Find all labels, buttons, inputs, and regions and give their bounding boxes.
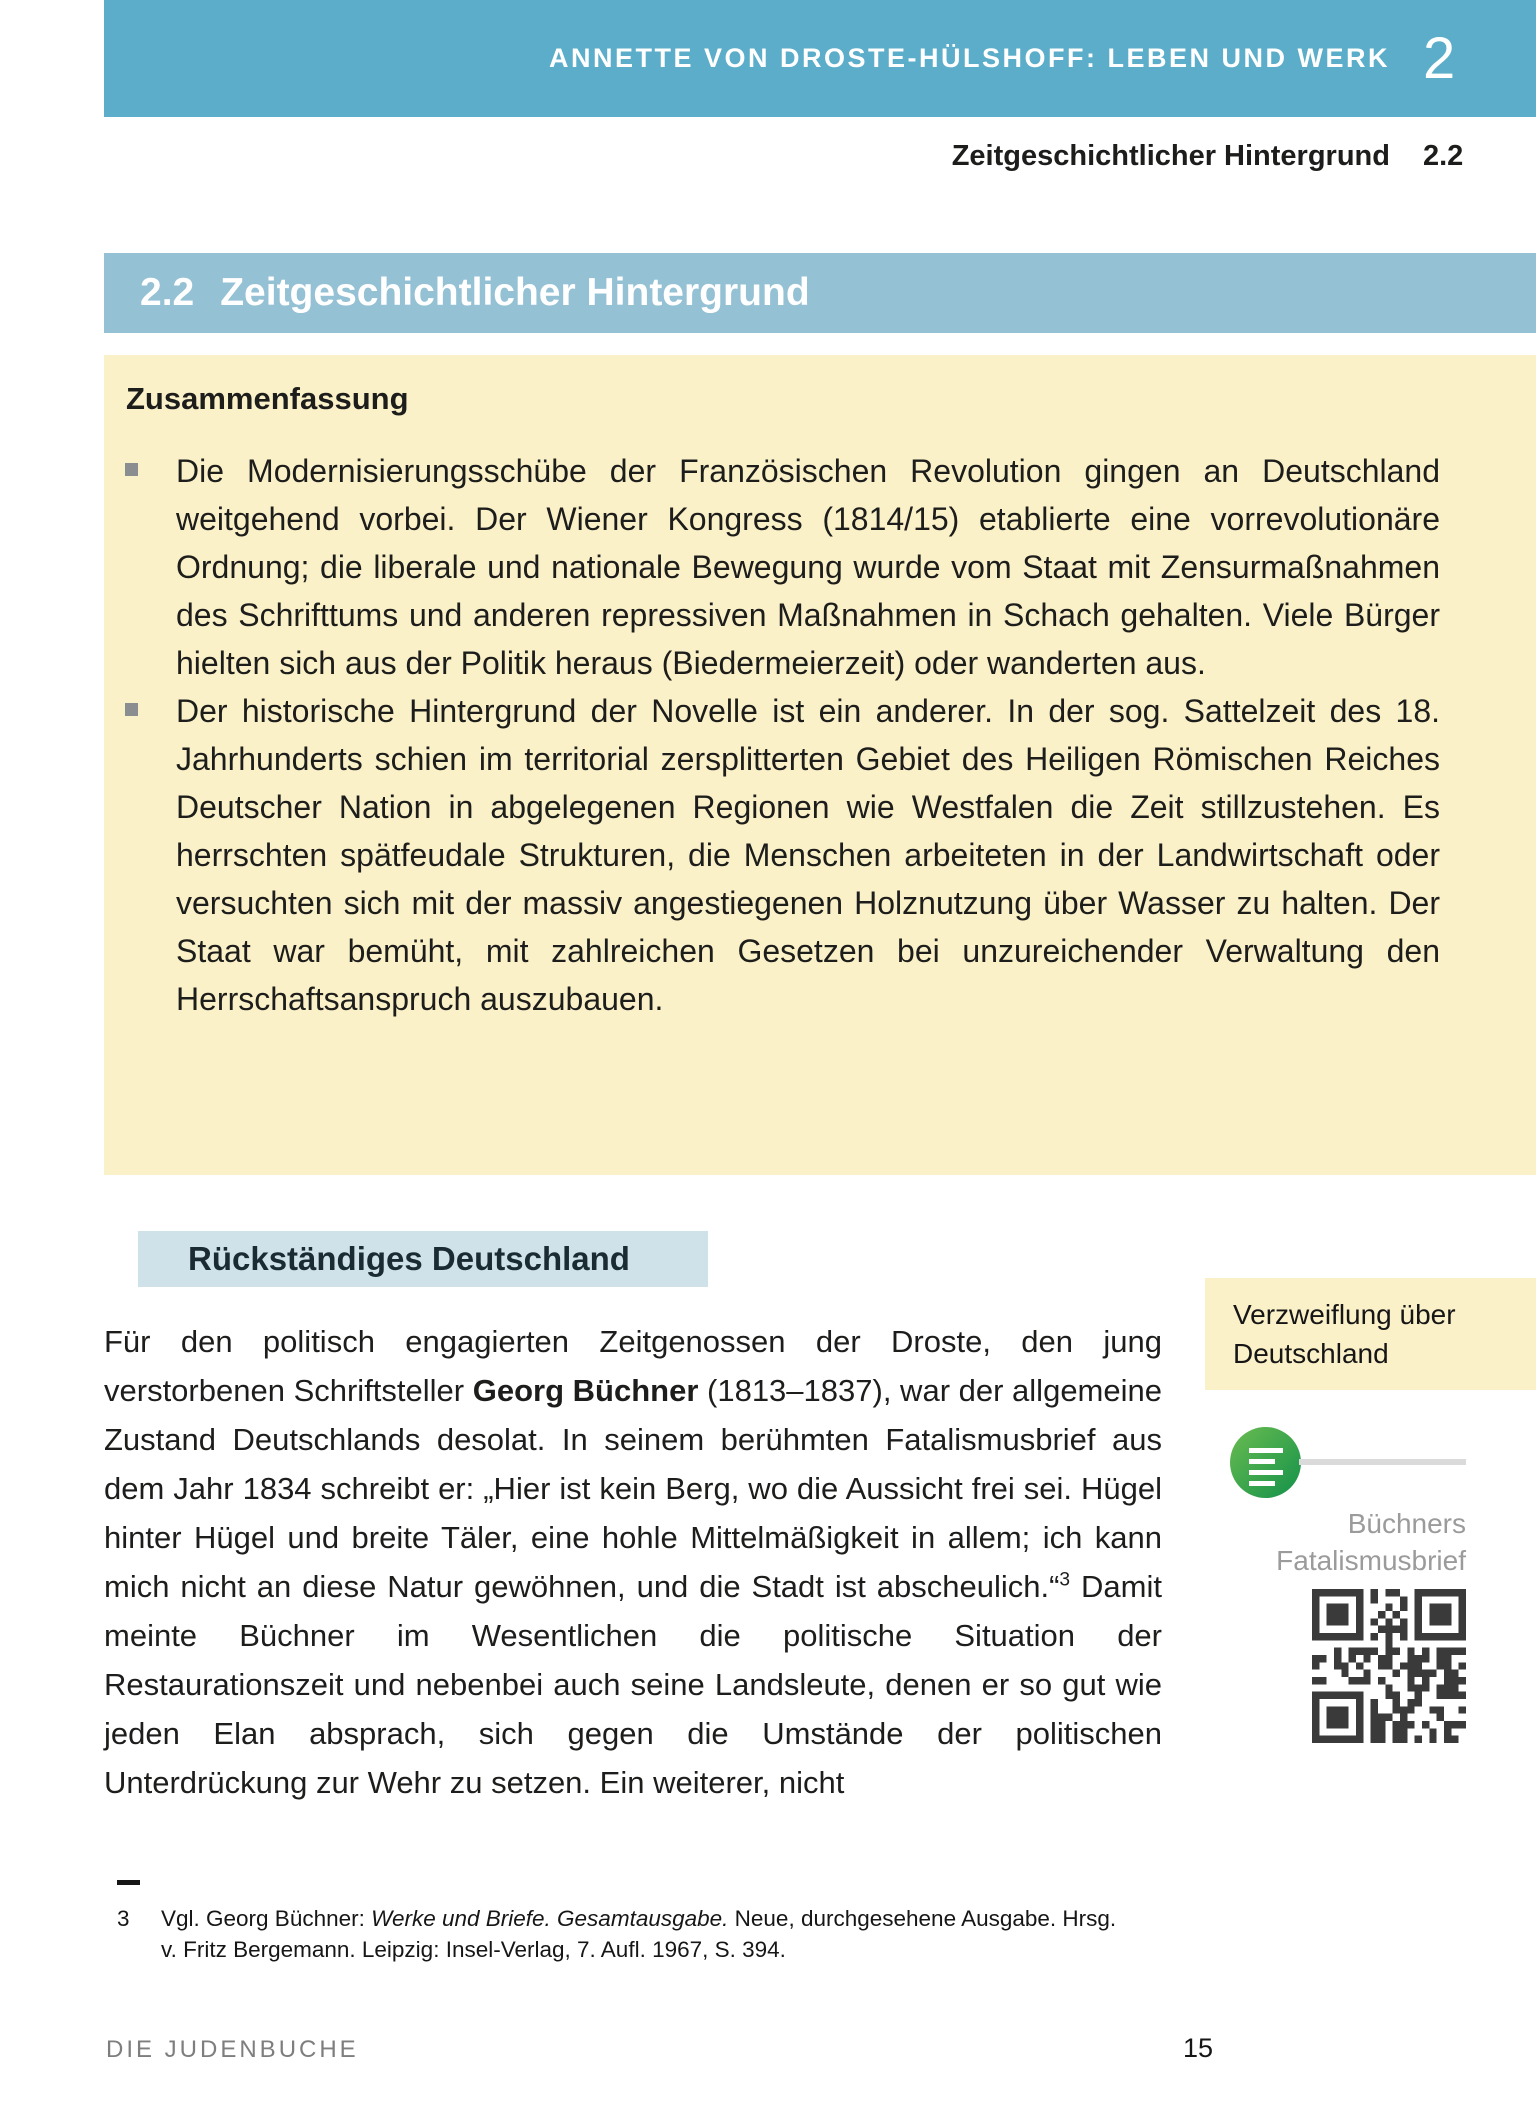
media-connector-line	[1299, 1459, 1466, 1465]
icon-bar	[1249, 1470, 1283, 1475]
breadcrumb-section-title: Zeitgeschichtlicher Hintergrund	[951, 140, 1390, 172]
footnote	[117, 1903, 1137, 1965]
icon-bar	[1249, 1448, 1283, 1453]
summary-bullet-list	[122, 447, 1440, 1023]
footer-book-title: DIE JUDENBUCHE	[106, 2036, 359, 2063]
footnote-text-end: Neue, durchgesehene Ausgabe. Hrsg. v. Fritz Bergemann. Leipzig: Insel-Verlag, 7. Aufl. 1967, S. 394.	[161, 1906, 1117, 1962]
paragraph-text-end: Damit meinte Büchner im Wesentlichen die politische Situation der Restaurationszeit und nebenbei auch seine Landsleute, denen er so gut wie jeden Elan absprach, sich gegen die Umstände der politischen Unterdrückung zur Wehr zu setzen. Ein weiterer, nicht	[104, 1569, 1162, 1800]
icon-bar	[1249, 1481, 1275, 1486]
text-lines-icon	[1230, 1427, 1301, 1498]
footnote-number: 3	[117, 1906, 130, 1931]
footnote-reference: 3	[1059, 1569, 1071, 1591]
paragraph-text-quote: (1813–1837), war der allgemeine Zustand Deutschlands desolat. In seinem berühmten Fatalismusbrief aus dem Jahr 1834 schreibt er: „Hier ist kein Berg, wo die Aussicht frei sei. Hügel hinter Hügel und breite Täler, eine hohle Mittelmäßigkeit in allem; ich kann mich nicht an diese Natur gewöhnen, und die Stadt ist abscheulich.“	[104, 1373, 1162, 1604]
section-title-bar	[104, 253, 1536, 333]
paragraph-text-start: Für den politisch engagierten Zeitgenossen der Droste, den jung verstorbenen Schriftsteller	[104, 1324, 1162, 1408]
qr-code	[1312, 1589, 1466, 1743]
footnote-work-title: Werke und Briefe. Gesamtausgabe.	[371, 1906, 729, 1931]
breadcrumb-section-number: 2.2	[1423, 140, 1464, 172]
section-title: Zeitgeschichtlicher Hintergrund	[220, 271, 810, 314]
chapter-number: 2	[1423, 25, 1456, 91]
media-caption: Büchners Fatalismusbrief	[1276, 1508, 1466, 1576]
section-number: 2.2	[140, 271, 195, 314]
summary-box	[104, 355, 1536, 1175]
subheading-label: Rückständiges Deutschland	[188, 1240, 630, 1277]
margin-note-text: Verzweiflung über Deutschland	[1233, 1299, 1456, 1369]
breadcrumb	[104, 140, 1536, 173]
icon-bar	[1249, 1459, 1275, 1464]
summary-heading: Zusammenfassung	[126, 381, 409, 416]
summary-bullet-2: Der historische Hintergrund der Novelle ist ein anderer. In der sog. Sattelzeit des 18. Jahrhunderts schien im territorial zersplitterten Gebiet des Heiligen Römischen Reiches Deutscher Nation in abgelegenen Regionen wie Westfalen die Zeit stillzustehen. Es herrschten spätfeudale Strukturen, die Menschen arbeiteten in der Landwirtschaft oder versuchten sich mit der massiv angestiegenen Holznutzung über Wasser zu halten. Der Staat war bemüht, mit zahlreichen Gesetzen bei unzureichender Verwaltung den Herrschaftsanspruch auszubauen.	[122, 687, 1440, 1023]
summary-bullet-1: Die Modernisierungsschübe der Französischen Revolution gingen an Deutschland weitgehend vorbei. Der Wiener Kongress (1814/15) etablierte eine vorrevolutionäre Ordnung; die liberale und nationale Bewegung wurde vom Staat mit Zensurmaßnahmen des Schrifttums und anderen repressiven Maßnahmen in Schach gehalten. Viele Bürger hielten sich aus der Politik heraus (Biedermeierzeit) oder wanderten aus.	[122, 447, 1440, 687]
footnote-text-start: Vgl. Georg Büchner:	[161, 1906, 372, 1931]
chapter-header-bar	[104, 0, 1536, 117]
breadcrumb-number-column	[1390, 140, 1536, 173]
margin-note	[1205, 1278, 1536, 1390]
footer-page-number: 15	[1183, 2033, 1214, 2063]
author-name-bold: Georg Büchner	[472, 1373, 699, 1408]
body-paragraph	[104, 1317, 1162, 1807]
subheading-box	[138, 1231, 708, 1287]
chapter-title: ANNETTE VON DROSTE-HÜLSHOFF: LEBEN UND WERK	[549, 43, 1390, 73]
footnote-rule	[117, 1880, 140, 1885]
chapter-number-column	[1390, 25, 1536, 91]
